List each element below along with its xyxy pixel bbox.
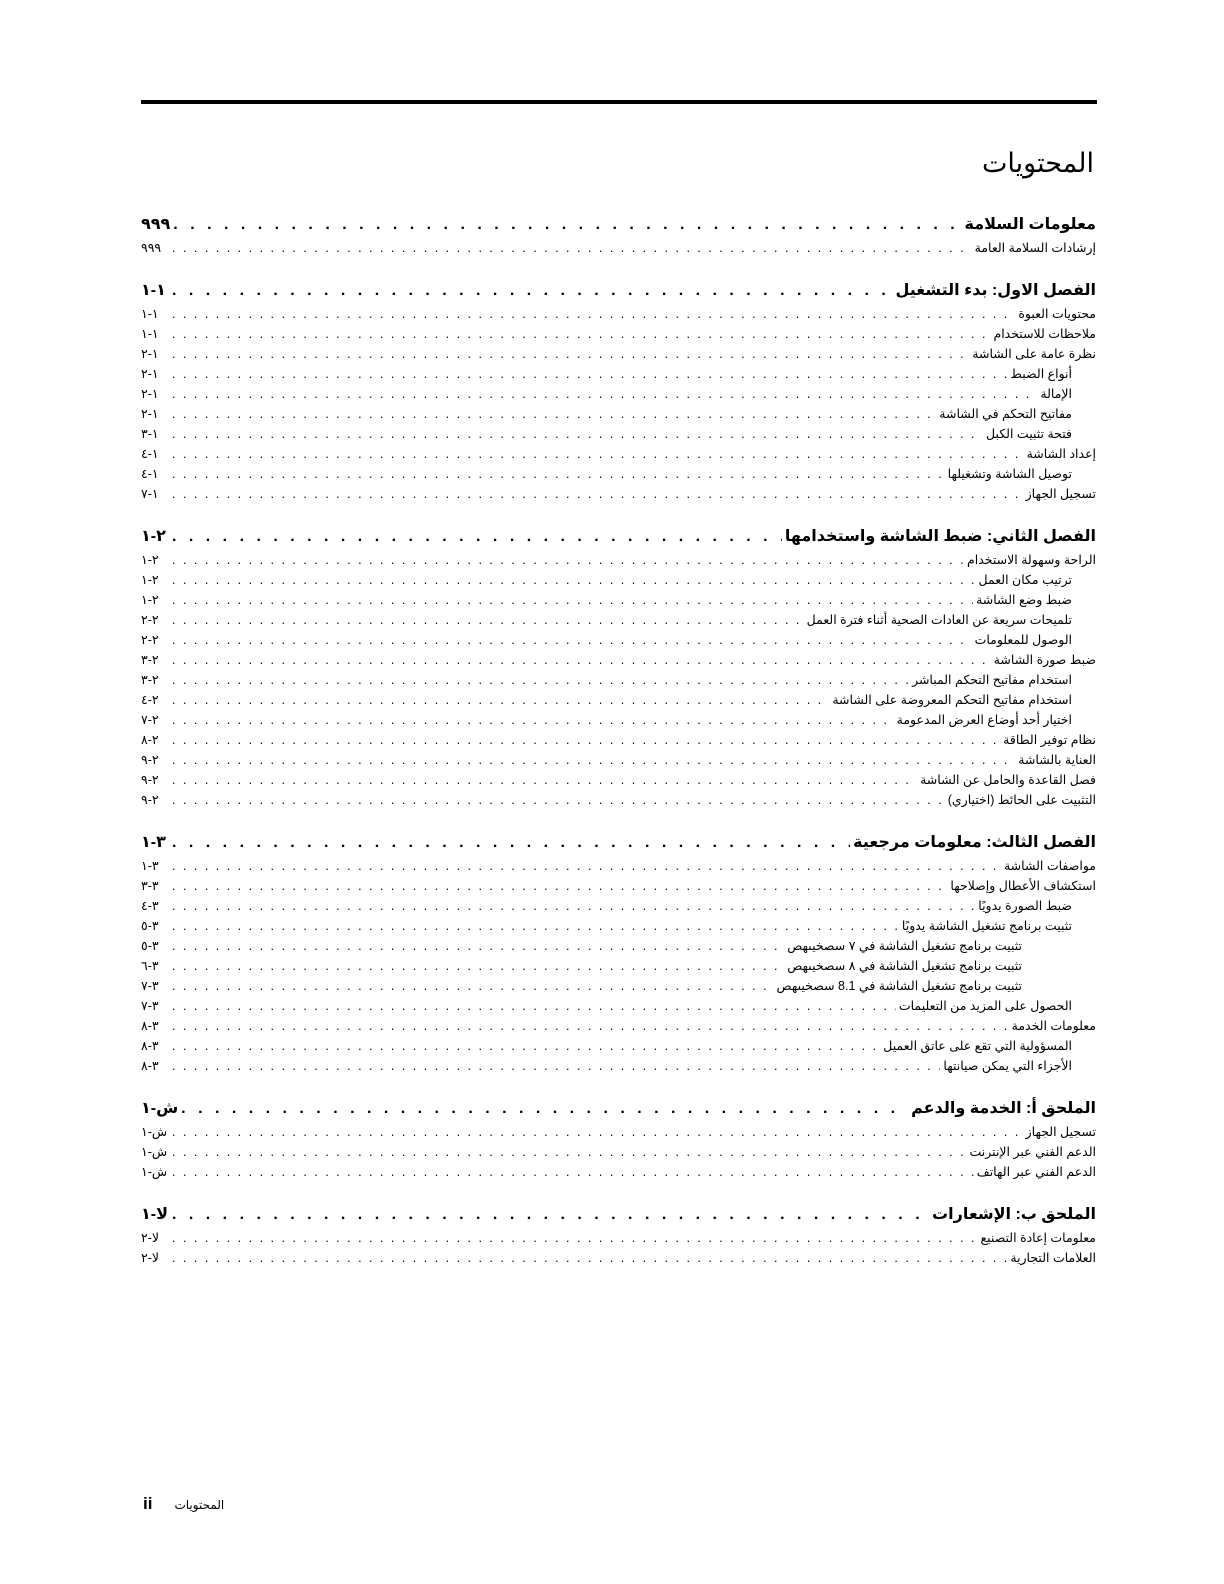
toc-entry[interactable]: [141, 1228, 1096, 1248]
toc-section-heading[interactable]: [141, 212, 1096, 238]
toc-entry[interactable]: [141, 324, 1096, 344]
toc-entry-page: ٢-٩: [141, 793, 159, 807]
toc-entry[interactable]: [141, 876, 1096, 896]
toc-entry-page: ٣-٨: [141, 1059, 159, 1073]
toc-entry[interactable]: [141, 1122, 1096, 1142]
dot-leader: [172, 996, 896, 1016]
dot-leader: [172, 610, 804, 630]
dot-leader: [172, 896, 975, 916]
toc-entry[interactable]: [141, 936, 1096, 956]
dot-leader: [172, 484, 1023, 504]
toc-entry-title: تثبيت برنامج تشغيل الشاشة يدويًا: [901, 919, 1072, 933]
dot-leader: [172, 856, 1001, 876]
toc-entry-page: لا-٢: [141, 1251, 160, 1265]
toc-entry-title: ترتيب مكان العمل: [978, 573, 1072, 587]
toc-entry[interactable]: [141, 856, 1096, 876]
toc-entry-title: استكشاف الأعطال وإصلاحها: [950, 879, 1096, 893]
toc-entry[interactable]: [141, 1016, 1096, 1036]
dot-leader: [172, 976, 774, 996]
toc-entry[interactable]: [141, 730, 1096, 750]
toc-entry-page: ٣-٨: [141, 1019, 159, 1033]
toc-entry-page: ٢-٣: [141, 673, 159, 687]
dot-leader: [172, 876, 947, 896]
toc-entry-title: ضبط وضع الشاشة: [976, 593, 1072, 607]
toc-entry-page: ١-٧: [141, 487, 159, 501]
toc-entry-page: ١-٤: [141, 467, 159, 481]
toc-section-heading[interactable]: [141, 1202, 1096, 1228]
toc-entry-title: ضبط الصورة يدويًا: [978, 899, 1072, 913]
dot-leader: [172, 364, 1007, 384]
toc-entry-title: الراحة وسهولة الاستخدام: [967, 553, 1096, 567]
dot-leader: [172, 1016, 1009, 1036]
dot-leader: [172, 630, 972, 650]
toc-entry-page: ٩٩٩: [141, 216, 171, 233]
dot-leader: [172, 730, 1000, 750]
toc-entry[interactable]: [141, 424, 1096, 444]
dot-leader: [172, 916, 899, 936]
toc-section: [141, 1202, 1096, 1268]
toc-entry-title: الفصل الثاني: ضبط الشاشة واستخدامها: [784, 528, 1096, 545]
dot-leader: [172, 278, 892, 304]
toc-entry[interactable]: [141, 404, 1096, 424]
toc-section-heading[interactable]: [141, 278, 1096, 304]
toc-entry[interactable]: [141, 690, 1096, 710]
table-of-contents: [141, 212, 1096, 1288]
toc-entry-title: نظرة عامة على الشاشة: [972, 347, 1096, 361]
dot-leader: [172, 1056, 940, 1076]
toc-entry-title: الدعم الفني عبر الهاتف: [976, 1165, 1096, 1179]
toc-entry-title: الحصول على المزيد من التعليمات: [898, 999, 1072, 1013]
toc-entry[interactable]: [141, 996, 1096, 1016]
toc-entry-title: اختيار أحد أوضاع العرض المدعومة: [896, 713, 1072, 727]
page-footer: [143, 1494, 224, 1514]
toc-entry-title: فتحة تثبيت الكبل: [986, 427, 1072, 441]
dot-leader: [172, 344, 969, 364]
toc-entry-page: ٢-١: [141, 528, 166, 545]
dot-leader: [172, 304, 1015, 324]
dot-leader: [172, 384, 1037, 404]
toc-entry[interactable]: [141, 484, 1096, 504]
toc-entry[interactable]: [141, 1162, 1096, 1182]
toc-section: [141, 830, 1096, 1076]
toc-entry-page: ٣-٥: [141, 919, 159, 933]
toc-entry-title: الإمالة: [1040, 387, 1072, 401]
toc-entry-page: ٢-٩: [141, 773, 159, 787]
toc-entry[interactable]: [141, 304, 1096, 324]
toc-entry-title: إعداد الشاشة: [1026, 447, 1096, 461]
toc-entry-title: محتويات العبوة: [1018, 307, 1096, 321]
toc-section-heading[interactable]: [141, 1096, 1096, 1122]
toc-entry-page: ١-٢: [141, 407, 159, 421]
toc-entry-title: معلومات السلامة: [964, 216, 1096, 233]
toc-entry-page: ٢-٨: [141, 733, 159, 747]
dot-leader: [181, 1096, 908, 1122]
dot-leader: [172, 670, 909, 690]
dot-leader: [172, 1162, 974, 1182]
toc-entry-page: ش-١: [141, 1125, 168, 1139]
toc-entry-page: ٢-٣: [141, 653, 159, 667]
dot-leader: [172, 710, 894, 730]
dot-leader: [172, 524, 782, 550]
toc-entry-page: ١-٢: [141, 367, 159, 381]
toc-entry[interactable]: [141, 650, 1096, 670]
toc-entry-title: تثبيت برنامج تشغيل الشاشة في 8.1 سصخيىهص: [776, 979, 1022, 993]
dot-leader: [172, 1202, 929, 1228]
dot-leader: [172, 238, 972, 258]
page-title: المحتويات: [981, 148, 1094, 178]
toc-entry-title: استخدام مفاتيح التحكم المباشر: [912, 673, 1072, 687]
toc-section: [141, 278, 1096, 504]
toc-entry-title: العناية بالشاشة: [1018, 753, 1096, 767]
toc-entry-title: الدعم الفني عبر الإنترنت: [969, 1145, 1096, 1159]
toc-entry-page: ٢-١: [141, 553, 159, 567]
toc-entry-page: ٢-٢: [141, 633, 159, 647]
dot-leader: [172, 770, 917, 790]
toc-entry-page: ٣-٦: [141, 959, 159, 973]
toc-entry[interactable]: [141, 790, 1096, 810]
toc-entry-page: ٣-٣: [141, 879, 159, 893]
toc-entry[interactable]: [141, 464, 1096, 484]
toc-section-heading[interactable]: [141, 524, 1096, 550]
toc-entry-page: ١-٢: [141, 347, 159, 361]
toc-entry-title: الفصل الثالث: معلومات مرجعية: [853, 834, 1096, 851]
toc-entry-title: نظام توفير الطاقة: [1003, 733, 1096, 747]
dot-leader: [172, 936, 784, 956]
toc-entry-title: تلميحات سريعة عن العادات الصحية أثناء فترة العمل: [806, 613, 1072, 627]
toc-entry[interactable]: [141, 710, 1096, 730]
toc-entry[interactable]: [141, 444, 1096, 464]
toc-entry[interactable]: [141, 570, 1096, 590]
toc-entry[interactable]: [141, 916, 1096, 936]
toc-entry-page: ٩٩٩: [141, 241, 162, 255]
toc-section: [141, 524, 1096, 810]
toc-entry[interactable]: [141, 344, 1096, 364]
toc-entry-page: ٢-١: [141, 593, 159, 607]
toc-entry-page: ٣-٧: [141, 979, 159, 993]
toc-entry[interactable]: [141, 364, 1096, 384]
toc-entry-page: ١-٤: [141, 447, 159, 461]
toc-entry-page: ٣-١: [141, 834, 166, 851]
toc-entry-title: تسجيل الجهاز: [1025, 1125, 1096, 1139]
toc-entry-page: ١-٣: [141, 427, 159, 441]
dot-leader: [172, 464, 945, 484]
dot-leader: [172, 424, 983, 444]
toc-entry[interactable]: [141, 670, 1096, 690]
dot-leader: [172, 830, 850, 856]
dot-leader: [172, 650, 991, 670]
footer-page-number: ii: [143, 1494, 153, 1513]
toc-entry-title: المسؤولية التي تقع على عاتق العميل: [883, 1039, 1072, 1053]
dot-leader: [172, 1228, 978, 1248]
toc-entry-title: العلامات التجارية: [1010, 1251, 1096, 1265]
toc-entry-page: ش-١: [141, 1100, 179, 1117]
dot-leader: [172, 1122, 1023, 1142]
dot-leader: [172, 404, 936, 424]
toc-entry-page: ٣-٨: [141, 1039, 159, 1053]
toc-entry-page: ٢-١: [141, 573, 159, 587]
toc-entry[interactable]: [141, 590, 1096, 610]
toc-entry-page: ١-١: [141, 327, 159, 341]
toc-entry[interactable]: [141, 550, 1096, 570]
toc-entry[interactable]: [141, 896, 1096, 916]
dot-leader: [172, 324, 990, 344]
toc-entry-title: توصيل الشاشة وتشغيلها: [947, 467, 1072, 481]
toc-entry-page: لا-١: [141, 1206, 169, 1223]
toc-entry-title: ضبط صورة الشاشة: [993, 653, 1096, 667]
toc-section: [141, 1096, 1096, 1182]
dot-leader: [172, 444, 1024, 464]
dot-leader: [172, 956, 784, 976]
toc-entry-title: تسجيل الجهاز: [1025, 487, 1096, 501]
toc-entry-title: تثبيت برنامج تشغيل الشاشة في ٧ سصخيىهص: [787, 939, 1022, 953]
toc-entry[interactable]: [141, 956, 1096, 976]
toc-entry-page: ٢-٤: [141, 693, 159, 707]
toc-entry-title: معلومات الخدمة: [1011, 1019, 1096, 1033]
toc-entry-title: ملاحظات للاستخدام: [993, 327, 1096, 341]
toc-entry-title: أنواع الضبط: [1010, 367, 1072, 381]
toc-entry[interactable]: [141, 1036, 1096, 1056]
dot-leader: [172, 570, 976, 590]
toc-entry-title: فصل القاعدة والحامل عن الشاشة: [920, 773, 1096, 787]
toc-entry-page: ٣-٧: [141, 999, 159, 1013]
dot-leader: [172, 550, 964, 570]
toc-entry[interactable]: [141, 1142, 1096, 1162]
toc-entry-page: لا-٢: [141, 1231, 160, 1245]
dot-leader: [172, 1248, 1007, 1268]
toc-entry-title: استخدام مفاتيح التحكم المعروضة على الشاشة: [832, 693, 1072, 707]
toc-entry-title: الملحق أ: الخدمة والدعم: [911, 1100, 1096, 1117]
toc-entry[interactable]: [141, 770, 1096, 790]
dot-leader: [173, 212, 961, 238]
toc-entry-title: مواصفات الشاشة: [1003, 859, 1096, 873]
toc-entry-title: الفصل الاول: بدء التشغيل: [895, 282, 1096, 299]
toc-entry[interactable]: [141, 630, 1096, 650]
dot-leader: [172, 1142, 967, 1162]
toc-entry-page: ١-١: [141, 282, 166, 299]
toc-entry-page: ٣-٥: [141, 939, 159, 953]
toc-entry-title: مفاتيح التحكم في الشاشة: [939, 407, 1072, 421]
dot-leader: [172, 1036, 880, 1056]
top-rule: [141, 100, 1097, 104]
toc-entry-title: التثبيت على الحائط (اختياري): [947, 793, 1096, 807]
toc-entry-title: الملحق ب: الإشعارات: [932, 1206, 1096, 1223]
toc-entry-title: إرشادات السلامة العامة: [974, 241, 1096, 255]
toc-entry-page: ١-٢: [141, 387, 159, 401]
toc-entry[interactable]: [141, 1248, 1096, 1268]
toc-entry[interactable]: [141, 384, 1096, 404]
toc-entry-page: ش-١: [141, 1165, 168, 1179]
toc-entry-page: ٣-١: [141, 859, 159, 873]
dot-leader: [172, 750, 1015, 770]
toc-entry-title: معلومات إعادة التصنيع: [980, 1231, 1096, 1245]
dot-leader: [172, 590, 973, 610]
toc-entry-page: ١-١: [141, 307, 159, 321]
toc-entry[interactable]: [141, 1056, 1096, 1076]
toc-entry[interactable]: [141, 976, 1096, 996]
dot-leader: [172, 690, 829, 710]
toc-entry[interactable]: [141, 238, 1096, 258]
toc-entry-page: ش-١: [141, 1145, 168, 1159]
toc-entry-page: ٢-٩: [141, 753, 159, 767]
footer-label: المحتويات: [174, 1498, 225, 1512]
toc-section-heading[interactable]: [141, 830, 1096, 856]
toc-entry-title: الأجزاء التي يمكن صيانتها: [943, 1059, 1072, 1073]
toc-entry[interactable]: [141, 750, 1096, 770]
toc-entry-page: ٣-٤: [141, 899, 159, 913]
toc-entry[interactable]: [141, 610, 1096, 630]
toc-entry-title: تثبيت برنامج تشغيل الشاشة في ٨ سصخيىهص: [787, 959, 1022, 973]
dot-leader: [172, 790, 945, 810]
toc-section: [141, 212, 1096, 258]
toc-entry-page: ٢-٧: [141, 713, 159, 727]
toc-entry-title: الوصول للمعلومات: [974, 633, 1072, 647]
toc-entry-page: ٢-٢: [141, 613, 159, 627]
